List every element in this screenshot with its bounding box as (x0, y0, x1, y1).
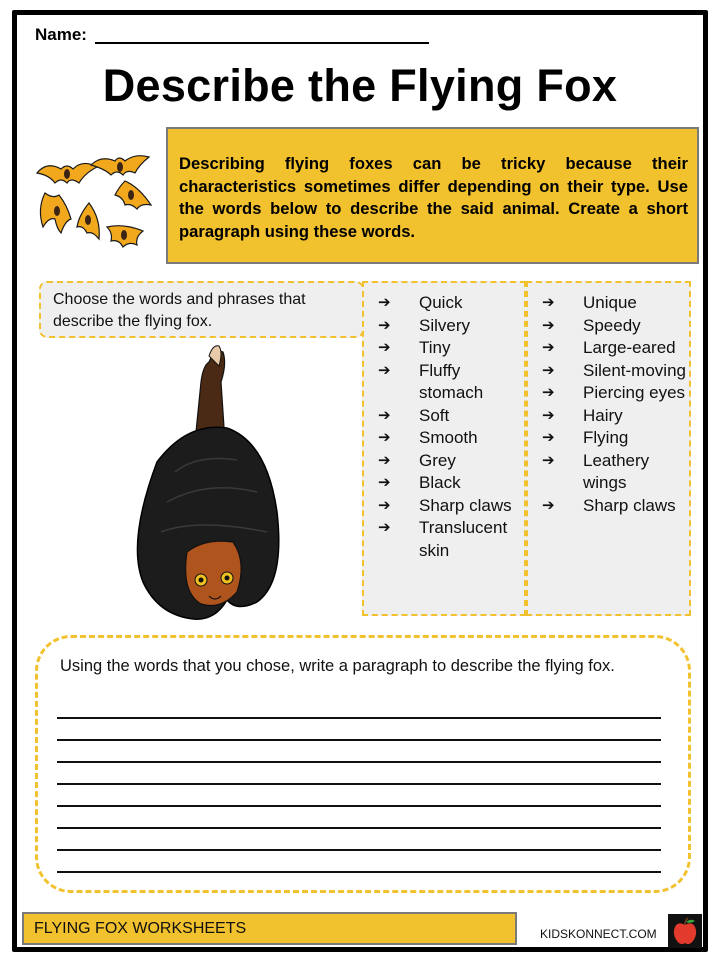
word-item (364, 517, 524, 562)
word-text: Sharp claws (419, 495, 512, 515)
writing-line[interactable] (57, 849, 661, 851)
page-title: Describe the Flying Fox (102, 60, 618, 111)
writing-line[interactable] (57, 827, 661, 829)
word-item (364, 360, 524, 405)
writing-line[interactable] (57, 739, 661, 741)
arrow-icon: ➔ (378, 316, 391, 334)
word-text: Grey (419, 450, 456, 470)
word-list-column-1 (362, 281, 526, 616)
arrow-icon: ➔ (542, 429, 555, 446)
word-item (528, 315, 689, 338)
arrow-icon: ➔ (378, 406, 391, 424)
arrow-icon: ➔ (378, 361, 391, 379)
word-item (364, 472, 524, 495)
word-text: Translucent skin (419, 518, 508, 560)
apple-logo-icon (668, 914, 702, 948)
footer-worksheet-label: FLYING FOX WORKSHEETS (22, 912, 517, 945)
word-item (528, 382, 689, 405)
writing-line[interactable] (57, 783, 661, 785)
word-item (364, 405, 524, 428)
word-item (528, 292, 689, 315)
word-item (364, 292, 524, 315)
arrow-icon: ➔ (542, 361, 555, 379)
intro-text: Describing flying foxes can be tricky because their characteristics sometimes differ depending on their type. Use the words below to describe the said animal. Create a short paragraph using these words. (166, 127, 699, 264)
word-text: Large-eared (583, 338, 676, 357)
word-text: Soft (419, 405, 450, 425)
arrow-icon: ➔ (378, 429, 391, 446)
word-item (528, 360, 689, 383)
word-text: Quick (419, 293, 463, 312)
word-item (528, 405, 689, 428)
footer-site-link[interactable]: KIDSKONNECT.COM (540, 927, 657, 941)
arrow-icon: ➔ (542, 406, 555, 424)
arrow-icon: ➔ (378, 451, 391, 469)
word-item (364, 495, 524, 518)
name-input-line[interactable] (95, 42, 429, 44)
word-item (364, 427, 524, 450)
arrow-icon: ➔ (542, 451, 555, 469)
worksheet-frame (12, 10, 708, 952)
word-text: Tiny (419, 338, 451, 357)
word-text: Silvery (419, 315, 471, 335)
word-text: Hairy (583, 405, 623, 425)
word-item (528, 427, 689, 450)
arrow-icon: ➔ (378, 294, 391, 311)
paragraph-writing-box (35, 635, 691, 893)
word-text: Piercing eyes (583, 383, 686, 402)
word-item (528, 495, 689, 518)
arrow-icon: ➔ (378, 519, 391, 536)
name-label: Name: (35, 25, 87, 44)
word-text: Sharp claws (583, 495, 676, 515)
writing-line[interactable] (57, 805, 661, 807)
word-text: Black (419, 473, 461, 492)
writing-line[interactable] (57, 717, 661, 719)
arrow-icon: ➔ (542, 384, 555, 401)
word-item (528, 450, 689, 495)
word-item (528, 337, 689, 360)
choose-prompt: Choose the words and phrases that describe the flying fox. (39, 281, 364, 338)
writing-line[interactable] (57, 871, 661, 873)
hanging-flying-fox-icon (117, 342, 287, 632)
word-text: Leathery wings (583, 450, 650, 492)
bats-illustration-icon (27, 143, 165, 263)
arrow-icon: ➔ (542, 316, 555, 334)
arrow-icon: ➔ (542, 294, 555, 311)
arrow-icon: ➔ (378, 496, 391, 514)
paragraph-prompt: Using the words that you chose, write a paragraph to describe the flying fox. (60, 657, 615, 675)
arrow-icon: ➔ (378, 339, 391, 356)
word-list-column-2 (526, 281, 691, 616)
word-text: Unique (583, 293, 637, 312)
word-text: Silent-moving (583, 360, 686, 380)
arrow-icon: ➔ (542, 339, 555, 356)
word-text: Speedy (583, 315, 641, 335)
arrow-icon: ➔ (378, 474, 391, 491)
word-item (364, 450, 524, 473)
word-text: Fluffy stomach (419, 360, 484, 402)
word-text: Flying (583, 428, 629, 447)
word-text: Smooth (419, 428, 478, 447)
word-item (364, 337, 524, 360)
writing-line[interactable] (57, 761, 661, 763)
arrow-icon: ➔ (542, 496, 555, 514)
word-item (364, 315, 524, 338)
